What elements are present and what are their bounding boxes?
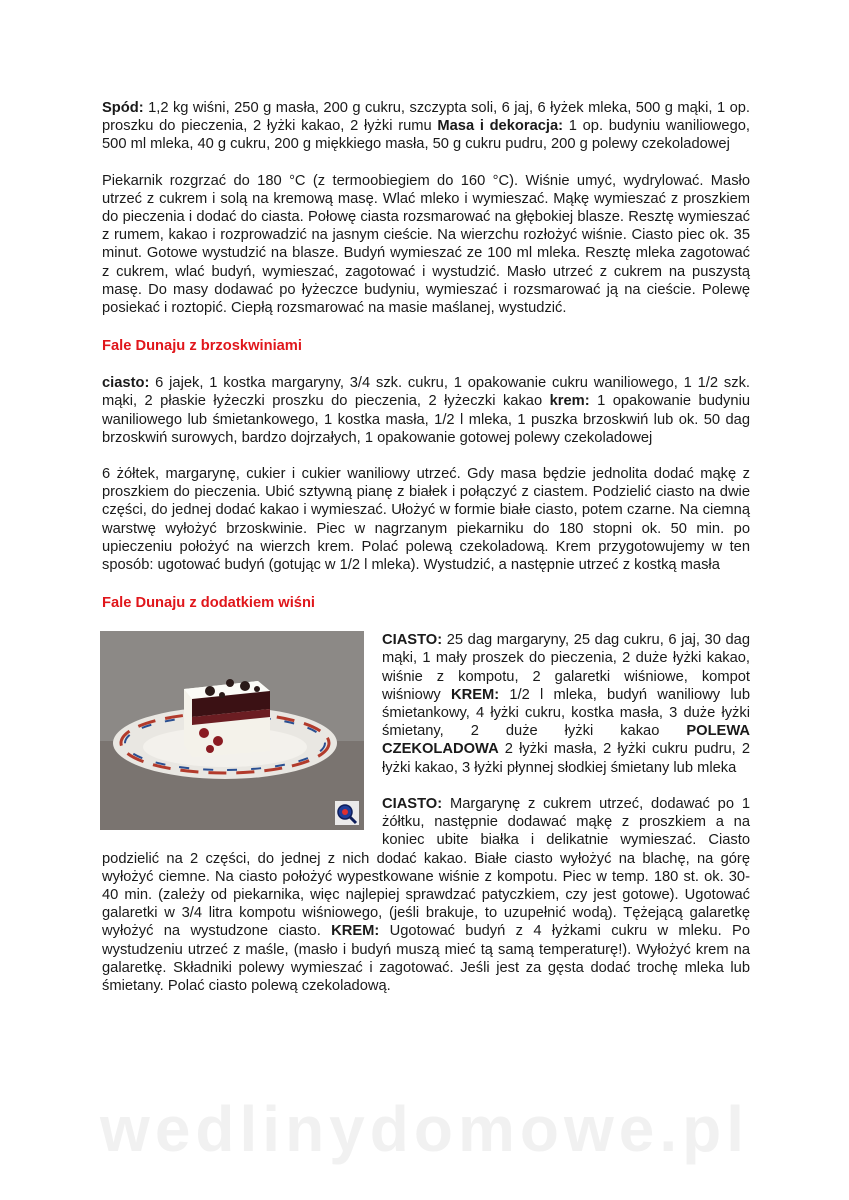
text-ciasto-method: Margarynę z cukrem utrzeć, dodawać po 1 żółtku, następnie dodawać mąkę z proszkiem a na koniec ubite białka i delikatnie wymieszać. Ciasto podzielić na 2 części, do jednej z nich dodać kakao. Białe ciasto wyłożyć na blachę, na górę wyłożyć ciemne. Na ciasto położyć wypestkowane wiśnie z kompotu. Piec w temp. 180 st. ok. 30-40 min. (zależy od piekarnika, więc najlepiej sprawdzać patyczkiem, czy jest gotowe). Ugotować galaretki w 3/4 litra kompotu wiśniowego, (jeśli brakuje, to uzupełnić wodą). Tężejącą galaretkę wyłożyć na wystudzone ciasto. xyxy=(102,795,750,940)
text-masa: 1 op. budyniu waniliowego, 500 ml mleka, 40 g cukru, 200 g miękkiego masła, 50 g cukru pudru, 200 g polewy czekoladowej xyxy=(102,118,750,153)
recipe3-title: Fale Dunaju z dodatkiem wiśni xyxy=(102,595,316,612)
recipe2-title: Fale Dunaju z brzoskwiniami xyxy=(102,338,302,355)
recipe3-body xyxy=(102,631,750,995)
label-ciasto-3: CIASTO: xyxy=(382,632,443,649)
label-masa: Masa i dekoracja: xyxy=(437,118,564,135)
label-krem-method: KREM: xyxy=(331,923,380,940)
recipe1-ingredients xyxy=(102,99,750,154)
text-polewa-3: 2 łyżki masła, 2 łyżki cukru pudru, 2 łyżki kakao, 3 łyżki płynnej słodkiej śmietany lub mleka xyxy=(382,741,750,776)
text-krem-method: Ugotować budyń z 4 łyżkami cukru w mleku. Po wystudzeniu utrzeć z maśle, (masło i budyń muszą mieć tą samą temperaturę!). Wyłożyć krem na galaretkę. Składniki polewy wymieszać i zagotować. Jeśli jest za gęsta dodać trochę mleka lub śmietany. Polać ciasto polewą czekoladową. xyxy=(102,923,750,994)
label-krem-3: KREM: xyxy=(451,686,500,703)
document-body xyxy=(102,99,750,995)
zoom-icon[interactable] xyxy=(335,801,359,825)
label-polewa-3: POLEWA CZEKOLADOWA xyxy=(382,723,750,758)
cake-illustration xyxy=(100,631,364,830)
label-spod: Spód: xyxy=(102,100,144,116)
text-ciasto: 6 jajek, 1 kostka margaryny, 3/4 szk. cukru, 1 opakowanie cukru waniliowego, 1 1/2 szk. mąki, 2 płaskie łyżeczki proszku do pieczenia, 2 łyżeczki kakao xyxy=(102,375,750,410)
label-ciasto-method: CIASTO: xyxy=(382,795,443,812)
text-ciasto-3: 25 dag margaryny, 25 dag cukru, 6 jaj, 30 dag mąki, 1 mały proszek do pieczenia, 2 duże łyżki kakao, wiśnie z kompotu, 2 galaretki wiśniowe, kompot wiśniowy xyxy=(382,632,750,703)
text-krem: 1 opakowanie budyniu waniliowego lub śmietankowego, 1 kostka masła, 1/2 l mleka, 1 puszka brzoskwiń lub ok. 50 dag brzoskwiń surowych, bardzo dojrzałych, 1 opakowanie gotowej polewy czekoladowej xyxy=(102,393,750,446)
recipe1-method: Piekarnik rozgrzać do 180 °C (z termoobiegiem do 160 °C). Wiśnie umyć, wydrylować. Masło utrzeć z cukrem i solą na kremową masę. Wlać mleko i wymieszać. Mąkę wymieszać z proszkiem do pieczenia i dodać do ciasta. Połowę ciasta rozsmarować na głębokiej blasze. Resztę wymieszać z rumem, kakao i rozprowadzić na jasnym cieście. Na wierzchu rozłożyć wiśnie. Ciasto piec ok. 35 minut. Gotowe wystudzić na blasze. Budyń wymieszać ze 100 ml mleka. Resztę mleka zagotować z cukrem, wlać budyń, wymieszać, zagotować i wystudzić. Masło utrzeć z cukrem na puszystą masę. Do masy dodawać po łyżeczce budyniu, wymieszać i rozsmarować ją na cieście. Polewę posiekać i roztopić. Ciepłą rozsmarować na masie maślanej, wystudzić. xyxy=(102,172,750,317)
label-ciasto: ciasto: xyxy=(102,375,150,392)
recipe2-method: 6 żółtek, margarynę, cukier i cukier waniliowy utrzeć. Gdy masa będzie jednolita dodać mąkę z proszkiem do pieczenia. Ubić sztywną pianę z białek i połączyć z ciastem. Podzielić ciasto na dwie części, do jednej dodać kakao i wymieszać. Ułożyć w formie białe ciasto, potem czarne. Na ciemną warstwę wyłożyć brzoskwinie. Piec w nagrzanym piekarniku do 180 stopni ok. 50 min. po upieczeniu położyć na wierzch krem. Polać polewą czekoladową. Krem przygotowujemy w ten sposób: ugotować budyń (gotując w 1/2 l mleka). Wystudzić, a następnie utrzeć z kostką masła xyxy=(102,466,750,574)
text-krem-3: 1/2 l mleka, budyń waniliowy lub śmietankowy, 4 łyżki cukru, kostka masła, 3 duże łyżki śmietany, 2 duże łyżki kakao xyxy=(382,686,750,740)
label-krem: krem: xyxy=(549,393,590,410)
text-spod: 1,2 kg wiśni, 250 g masła, 200 g cukru, szczypta soli, 6 jaj, 6 łyżek mleka, 500 g mąki, 1 op. proszku do pieczenia, 2 łyżki kakao, 2 łyżki rumu xyxy=(102,100,750,135)
recipe2-ingredients xyxy=(102,374,750,447)
watermark: wedlinydomowe.pl xyxy=(100,1093,749,1165)
cake-photo xyxy=(100,631,364,830)
